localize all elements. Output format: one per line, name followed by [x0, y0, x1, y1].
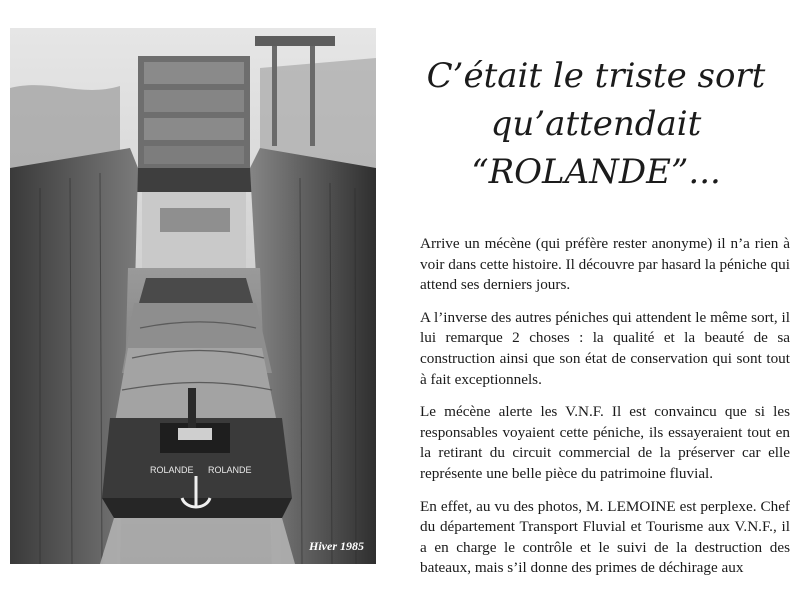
paragraph: A l’inverse des autres péniches qui attendent le même sort, il lui remarque 2 choses : la qualité et la beauté de sa construction ainsi que son état de conservation qui sont tout à fait exceptionnels. — [420, 308, 790, 388]
article-body — [420, 234, 790, 591]
page-title — [400, 52, 792, 196]
paragraph: Le mécène alerte les V.N.F. Il est convaincu que si les responsables voyaient cette péniche, ils essayeraient tout en la retirant du circuit commercial de la préserver car elle représente une belle pièce du patrimoine fluvial. — [420, 403, 790, 482]
title-line-3: “ROLANDE”... — [471, 152, 721, 192]
title-line-1: C’était le triste sort — [426, 56, 766, 96]
paragraph: Arrive un mécène (qui préfère rester anonyme) il n’a rien à voir dans cette histoire. Il découvre par hasard la péniche qui attend ses derniers jours. — [420, 235, 790, 294]
boat-name-left: ROLANDE — [150, 465, 194, 475]
title-line-2: qu’attendait — [490, 104, 702, 144]
paragraph: En effet, au vu des photos, M. LEMOINE est perplexe. Chef du département Transport Fluvial et Tourisme aux V.N.F., il a en charge le contrôle et le suivi de la destruction des bateaux, mais s’il donne des primes de déchirage aux — [420, 497, 790, 577]
boat-name-right: ROLANDE — [208, 465, 252, 475]
photo-caption: Hiver 1985 — [309, 539, 364, 553]
lock-barge-photo — [10, 28, 376, 564]
